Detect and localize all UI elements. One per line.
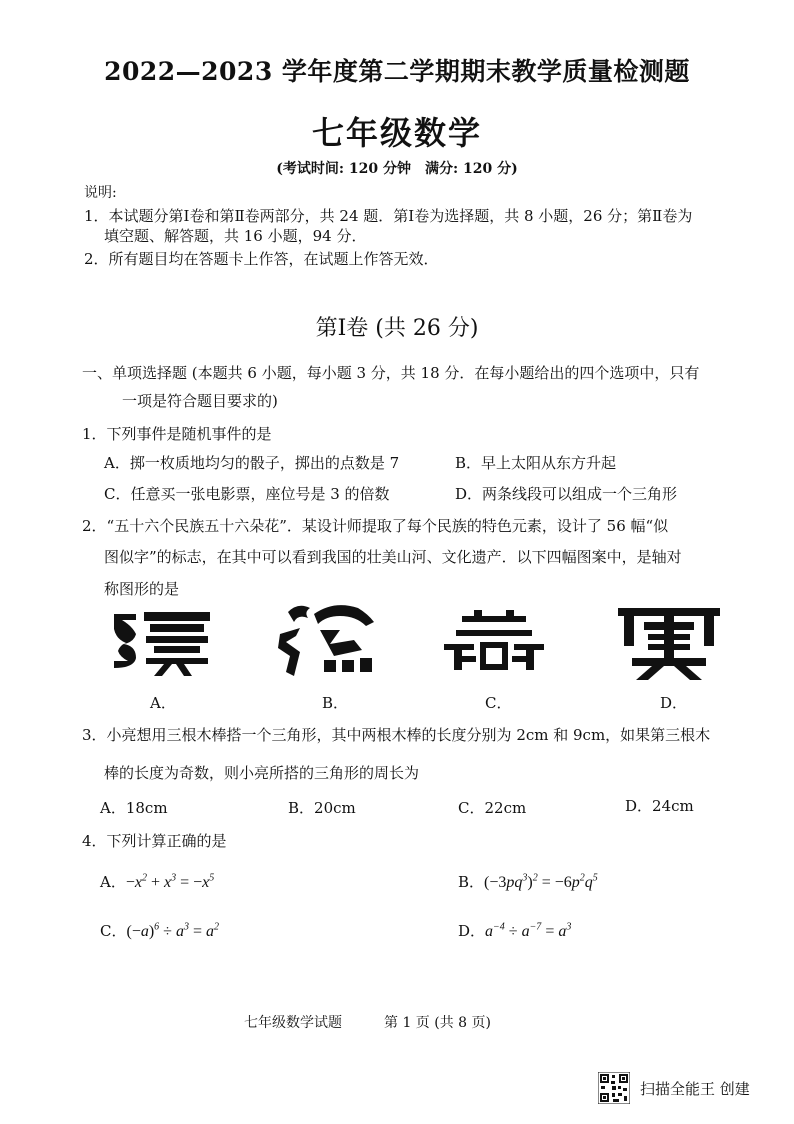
question-4-option-c-label: C． bbox=[100, 922, 127, 940]
logo-c-image bbox=[434, 604, 544, 684]
question-2-line-3: 称图形的是 bbox=[104, 580, 180, 598]
question-3-option-d: D．24cm bbox=[625, 797, 694, 815]
question-2-line-1: 2．“五十六个民族五十六朵花”．某设计师提取了每个民族的特色元素，设计了 56 幅“似 bbox=[82, 517, 669, 535]
question-4-stem: 4．下列计算正确的是 bbox=[82, 832, 227, 850]
logo-d-image bbox=[614, 602, 724, 682]
question-1-option-c: C．任意买一张电影票，座位号是 3 的倍数 bbox=[104, 485, 390, 503]
question-1-option-d: D．两条线段可以组成一个三角形 bbox=[455, 485, 678, 503]
question-3-option-b: B．20cm bbox=[288, 799, 356, 817]
exam-title: 2022—2023 学年度第二学期期末教学质量检测题 bbox=[104, 57, 690, 86]
question-4-option-b-label: B． bbox=[458, 873, 485, 891]
logo-b-label: B． bbox=[322, 694, 349, 712]
question-3-option-a: A．18cm bbox=[100, 799, 168, 817]
question-4-option-a-formula: $-x^2 + x^3 = -x^5$ bbox=[125, 872, 215, 891]
question-3-option-c: C．22cm bbox=[458, 799, 527, 817]
instruction-item-2: 2．所有题目均在答题卡上作答，在试题上作答无效． bbox=[84, 250, 439, 268]
question-4-option-d bbox=[458, 920, 571, 941]
question-4-option-a bbox=[100, 871, 214, 892]
instructions-label: 说明: bbox=[84, 185, 117, 201]
question-1-stem: 1．下列事件是随机事件的是 bbox=[82, 425, 272, 443]
scanner-watermark: 扫描全能王 创建 bbox=[640, 1080, 750, 1098]
question-2-line-2: 图似字”的标志，在其中可以看到我国的壮美山河、文化遗产．以下四幅图案中，是轴对 bbox=[104, 548, 682, 566]
question-4-option-b bbox=[458, 871, 598, 892]
question-4-option-c-formula: $(-a)^6 \div a^3 = a^2$ bbox=[126, 921, 219, 940]
page-footer: 七年级数学试题 第 1 页 (共 8 页) bbox=[244, 1015, 491, 1031]
question-1-option-b: B．早上太阳从东方升起 bbox=[455, 454, 617, 472]
logo-a-label: A． bbox=[150, 694, 176, 712]
question-4-option-d-label: D． bbox=[458, 922, 486, 940]
logo-c-label: C． bbox=[485, 694, 512, 712]
logo-b-image bbox=[274, 600, 384, 680]
question-1-option-a: A．掷一枚质地均匀的骰子，掷出的点数是 7 bbox=[104, 454, 400, 472]
exam-info: (考试时间: 120 分钟 满分: 120 分) bbox=[276, 161, 518, 177]
question-3-line-1: 3．小亮想用三根木棒搭一个三角形，其中两根木棒的长度分别为 2cm 和 9cm，如果第三根木 bbox=[82, 726, 711, 744]
instruction-item-1: 1．本试题分第Ⅰ卷和第Ⅱ卷两部分，共 24 题．第Ⅰ卷为选择题，共 8 小题，26 分；第Ⅱ卷为 bbox=[84, 207, 693, 225]
question-4-option-c bbox=[100, 920, 219, 941]
qr-code-icon bbox=[598, 1072, 630, 1104]
part-heading: 一、单项选择题 (本题共 6 小题，每小题 3 分，共 18 分．在每小题给出的四个选项中，只有 bbox=[82, 364, 700, 382]
question-4-option-a-label: A． bbox=[100, 873, 126, 891]
instruction-item-1-cont: 填空题、解答题，共 16 小题，94 分． bbox=[104, 227, 367, 245]
logo-d-label: D． bbox=[660, 694, 688, 712]
subject-title: 七年级数学 bbox=[311, 114, 482, 152]
question-4-option-d-formula: $a^{-4} \div a^{-7} = a^3$ bbox=[485, 921, 572, 940]
question-3-line-2: 棒的长度为奇数，则小亮所搭的三角形的周长为 bbox=[104, 764, 420, 782]
part-heading-cont: 一项是符合题目要求的) bbox=[122, 392, 278, 410]
question-4-option-b-formula: $(-3pq^3)^2 = -6p^2q^5$ bbox=[484, 872, 598, 891]
logo-a-image bbox=[106, 602, 216, 682]
section-title: 第Ⅰ卷 (共 26 分) bbox=[315, 316, 479, 341]
